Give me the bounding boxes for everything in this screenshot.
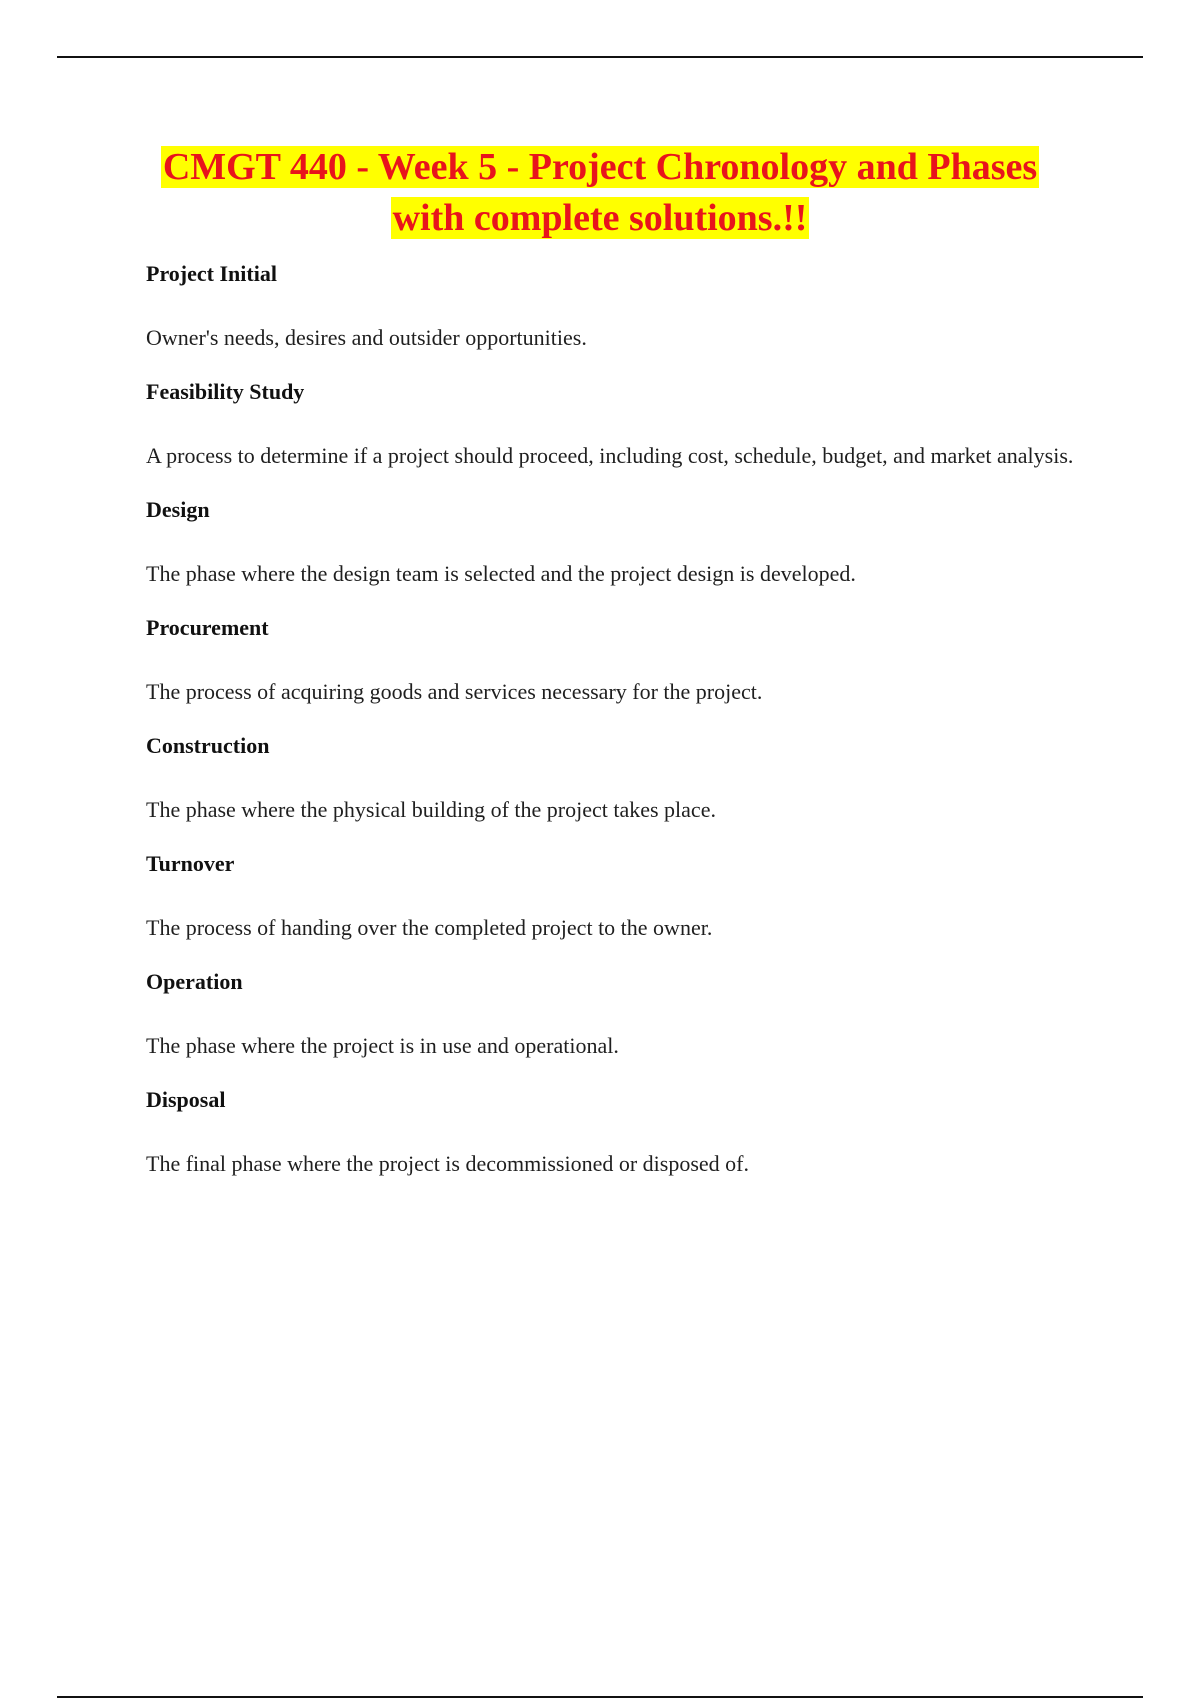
entry-feasibility-study — [146, 376, 1086, 494]
entry-definition: A process to determine if a project should proceed, including cost, schedule, budget, and market analysis. — [146, 443, 1074, 468]
entry-turnover — [146, 848, 1086, 966]
entry-term: Construction — [146, 733, 270, 758]
entry-definition: The phase where the design team is selected and the project design is developed. — [146, 561, 856, 586]
entry-term: Procurement — [146, 615, 269, 640]
entry-operation — [146, 966, 1086, 1084]
entry-definition: The phase where the physical building of the project takes place. — [146, 797, 716, 822]
entry-definition: The process of acquiring goods and services necessary for the project. — [146, 679, 763, 704]
bottom-rule — [57, 1696, 1143, 1698]
title-line-1: CMGT 440 - Week 5 - Project Chronology and Phases — [162, 146, 1038, 188]
entry-disposal — [146, 1084, 1086, 1202]
entry-term: Disposal — [146, 1087, 226, 1112]
entry-term: Project Initial — [146, 261, 277, 286]
top-rule — [57, 56, 1143, 58]
entry-definition: The final phase where the project is decommissioned or disposed of. — [146, 1151, 750, 1176]
entry-definition: Owner's needs, desires and outsider opportunities. — [146, 325, 587, 350]
entry-design — [146, 494, 1086, 612]
entry-definition: The process of handing over the completed project to the owner. — [146, 915, 713, 940]
entry-term: Operation — [146, 969, 243, 994]
entry-construction — [146, 730, 1086, 848]
entry-term: Feasibility Study — [146, 379, 305, 404]
title-line-2: with complete solutions.!! — [392, 197, 808, 239]
entry-procurement — [146, 612, 1086, 730]
entry-term: Design — [146, 497, 210, 522]
document-title — [100, 142, 1100, 244]
document-body — [146, 258, 1086, 1202]
entry-project-initial — [146, 258, 1086, 376]
entry-term: Turnover — [146, 851, 235, 876]
entry-definition: The phase where the project is in use and operational. — [146, 1033, 619, 1058]
